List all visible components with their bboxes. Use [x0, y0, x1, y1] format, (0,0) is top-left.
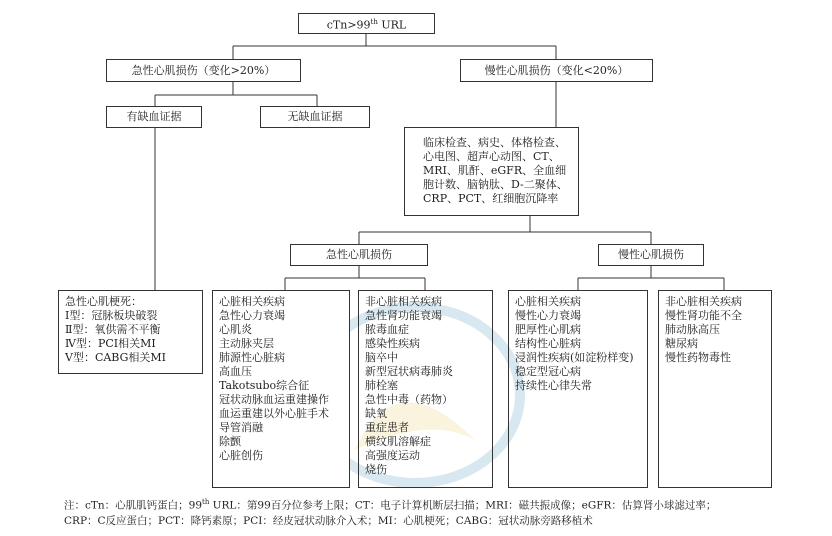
- list-item: 烧伤: [365, 463, 387, 476]
- list-item: 结构性心脏病: [515, 337, 581, 350]
- list-item: 急性心肌梗死：: [65, 295, 142, 308]
- clinical-exam-box: [404, 127, 579, 216]
- list-item: 肺源性心脏病: [219, 351, 285, 364]
- list-item: 心脏相关疾病: [515, 295, 581, 308]
- ctn-threshold-text: cTn>99th URL: [326, 17, 407, 32]
- list-item: 横纹肌溶解症: [365, 435, 431, 448]
- chronic-injury-box: [598, 244, 704, 266]
- exam-line: CRP、PCT、红细胞沉降率: [423, 192, 559, 205]
- ischemia-yes-label: 有缺血证据: [126, 110, 182, 123]
- list-item: 主动脉夹层: [219, 337, 274, 350]
- exam-line: MRI、肌酐、eGFR、全血细: [423, 164, 567, 177]
- chronic-change-label: 慢性心肌损伤（变化<20%）: [484, 63, 629, 77]
- list-item: 新型冠状病毒肺炎: [365, 365, 453, 378]
- chronic-injury-label: 慢性心肌损伤: [618, 248, 684, 261]
- footnote-line-1: 注：cTn：心肌肌钙蛋白；99th URL：第99百分位参考上限；CT：电子计算机断层扫描；MRI：磁共振成像；eGFR：估算肾小球滤过率；: [64, 498, 717, 512]
- list-item: 持续性心律失常: [515, 379, 592, 392]
- list-item: 心脏创伤: [219, 449, 263, 462]
- list-item: 高血压: [219, 365, 252, 378]
- list-item: Ⅱ型：氧供需不平衡: [65, 323, 161, 336]
- ischemia-no-box: [260, 106, 370, 128]
- acute-change-box: [106, 59, 301, 82]
- list-item: 急性心力衰竭: [219, 309, 285, 322]
- list-item: 血运重建以外心脏手术: [219, 407, 329, 420]
- ischemia-yes-box: [106, 106, 202, 128]
- list-item: Ⅳ型：PCI相关MI: [65, 337, 156, 350]
- ctn-threshold-box: [298, 13, 435, 34]
- acute-cardiac-list: [212, 290, 350, 488]
- list-item: 肥厚性心肌病: [515, 323, 581, 336]
- list-item: Ⅴ型：CABG相关MI: [65, 351, 166, 364]
- list-item: 高强度运动: [365, 449, 420, 462]
- exam-line: 临床检查、病史、体格检查、: [423, 136, 566, 149]
- chronic-change-box: [460, 59, 653, 82]
- list-item: 肺动脉高压: [665, 323, 720, 336]
- list-item: 稳定型冠心病: [515, 365, 581, 378]
- list-item: 肺栓塞: [365, 379, 398, 392]
- list-item: 糖尿病: [665, 337, 698, 350]
- list-item: Ⅰ型：冠脉板块破裂: [65, 309, 158, 322]
- list-item: 除颤: [219, 435, 241, 448]
- chronic-noncardiac-list: [658, 290, 772, 488]
- exam-line: 胞计数、脑钠肽、D-二聚体、: [423, 178, 568, 191]
- chronic-cardiac-list: [508, 290, 648, 488]
- list-item: 慢性心力衰竭: [515, 309, 581, 322]
- list-item: 急性中毒（药物）: [365, 393, 453, 406]
- acute-injury-box: [290, 244, 428, 266]
- list-item: 脑卒中: [365, 351, 398, 364]
- list-item: 心肌炎: [219, 323, 252, 336]
- list-item: 缺氧: [365, 407, 387, 420]
- list-item: 重症患者: [365, 421, 409, 434]
- list-item: 慢性药物毒性: [665, 351, 731, 364]
- acute-noncardiac-list: [358, 290, 493, 488]
- mi-type-list: [58, 290, 203, 374]
- list-item: 慢性肾功能不全: [665, 309, 742, 322]
- list-item: 脓毒血症: [365, 323, 409, 336]
- ischemia-no-label: 无缺血证据: [287, 110, 343, 123]
- list-item: 导管消融: [219, 421, 263, 434]
- list-item: 非心脏相关疾病: [665, 295, 742, 308]
- acute-injury-label: 急性心肌损伤: [326, 248, 392, 261]
- exam-line: 心电图、超声心动图、CT、: [423, 150, 560, 163]
- list-item: 浸润性疾病(如淀粉样变): [515, 351, 634, 364]
- list-item: Takotsubo综合征: [219, 379, 310, 392]
- list-item: 非心脏相关疾病: [365, 295, 442, 308]
- footnote-line-2: CRP：C反应蛋白；PCT：降钙素原；PCI：经皮冠状动脉介入术；MI：心肌梗死；CABG：冠状动脉旁路移植术: [64, 515, 593, 527]
- list-item: 冠状动脉血运重建操作: [219, 393, 329, 406]
- list-item: 心脏相关疾病: [219, 295, 285, 308]
- acute-change-label: 急性心肌损伤（变化>20%）: [131, 63, 276, 77]
- list-item: 急性肾功能衰竭: [365, 309, 442, 322]
- list-item: 感染性疾病: [365, 337, 420, 350]
